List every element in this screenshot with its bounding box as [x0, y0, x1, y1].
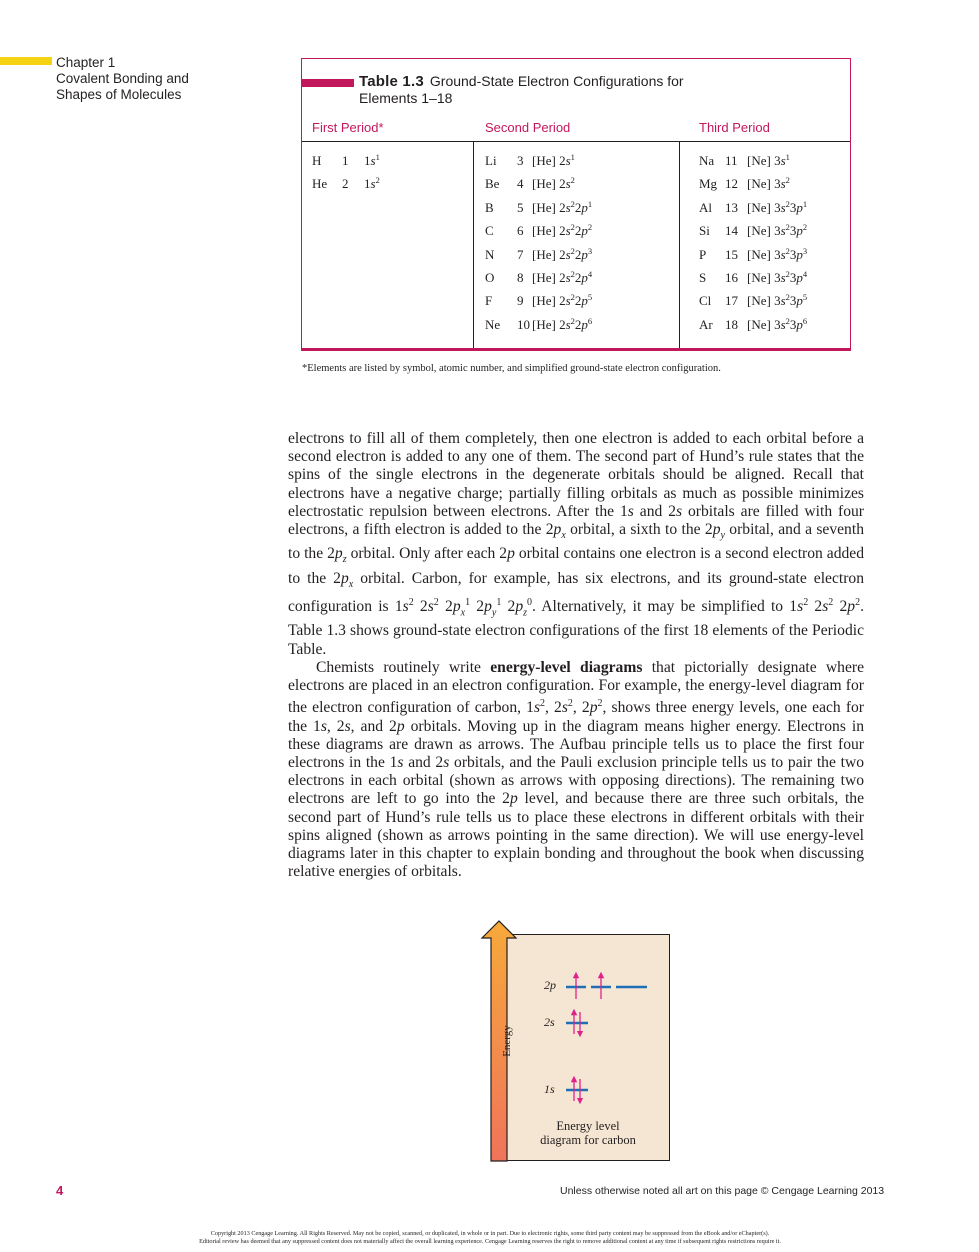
table-row — [699, 149, 849, 172]
page-number: 4 — [56, 1183, 64, 1198]
chapter-marker-bar — [0, 57, 52, 65]
level-label-2s: 2s — [544, 1015, 555, 1029]
column-header-third-period: Third Period — [699, 120, 770, 135]
electron-configuration: [He] $2s^22p^6$ — [532, 315, 593, 332]
element-symbol: He — [312, 176, 328, 192]
table-row — [699, 289, 849, 312]
orbital-2s — [566, 1012, 588, 1034]
table-title — [359, 73, 839, 107]
element-symbol: Mg — [699, 176, 718, 192]
element-symbol: Na — [699, 153, 715, 168]
level-label-1s: 1s — [544, 1082, 555, 1096]
electron-configuration: $1s^1$ — [364, 152, 380, 168]
electron-configuration: [He] $2s^22p^4$ — [532, 268, 593, 285]
atomic-number: 14 — [725, 223, 738, 239]
atomic-number: 8 — [517, 269, 524, 285]
column-header-second-period: Second Period — [485, 120, 571, 135]
electron-configuration: [Ne] $3s^23p^1$ — [747, 198, 808, 215]
table-row — [699, 196, 849, 219]
atomic-number: 6 — [517, 223, 524, 239]
column-header-first-period: First Period* — [312, 120, 384, 135]
electron-configuration: [Ne] $3s^23p^5$ — [747, 292, 808, 309]
atomic-number: 7 — [517, 246, 524, 262]
atomic-number: 18 — [725, 316, 738, 332]
table-title-line1: Ground-State Electron Configurations for — [429, 73, 684, 89]
paragraph-hunds-rule: electrons to fill all of them completely, then one electron is added to each orbital before a second electron is added to any one of them. The second part of Hund’s rule states that the spins of the single electrons in the degenerate orbitals should be aligned. Recall that electrons have a negative charge; partially filling orbitals as much as possible minimizes electrostatic repulsion between electrons. After the 1s and 2s orbitals are filled with four electrons, a fifth electron is added to the $2p_x$ orbital, a sixth to the $2p_y$ orbital, and a seventh to the $2p_z$ orbital. Only after each 2p orbital contains one electron is a second electron added to the $2p_x$ orbital. Carbon, for example, has six electrons, and its ground-state electron configuration is $1s^2$ $2s^2$ $2p_x^1$ $2p_y^1$ $2p_z^0$. Alternatively, it may be simplified to $1s^2$ $2s^2$ $2p^2$. Table 1.3 shows ground-state electron configurations of the first 18 elements of the Periodic Table. — [288, 430, 865, 658]
atomic-number: 17 — [725, 293, 738, 309]
atomic-number: 3 — [517, 153, 524, 168]
table-row — [312, 172, 462, 195]
table-marker-bar — [302, 79, 354, 87]
atomic-number: 16 — [725, 269, 738, 285]
atomic-number: 13 — [725, 199, 738, 215]
element-symbol: Si — [699, 223, 710, 239]
running-head-title-line1: Covalent Bonding and — [56, 71, 189, 86]
electron-configuration: [Ne] $3s^23p^4$ — [747, 268, 808, 285]
atomic-number: 15 — [725, 246, 738, 262]
table-footnote: *Elements are listed by symbol, atomic number, and simplified ground-state electron configuration. — [302, 363, 721, 374]
atomic-number: 9 — [517, 293, 524, 309]
element-symbol: P — [699, 246, 707, 262]
second-period-column — [485, 149, 665, 336]
element-symbol: Be — [485, 176, 500, 192]
table-row — [699, 172, 849, 195]
table-number: Table 1.3 — [359, 73, 424, 90]
header-rule — [302, 141, 850, 142]
column-divider — [473, 142, 474, 348]
atomic-number: 10 — [517, 316, 530, 332]
element-symbol: N — [485, 246, 495, 262]
copyright-notice — [40, 1230, 940, 1246]
element-symbol: S — [699, 269, 707, 285]
diagram-caption-line2: diagram for carbon — [540, 1133, 636, 1147]
diagram-caption-line1: Energy level — [556, 1119, 620, 1133]
third-period-column — [699, 149, 849, 336]
element-symbol: Ne — [485, 316, 501, 332]
electron-configuration: [He] $2s^2$ — [532, 175, 575, 192]
running-head-title-line2: Shapes of Molecules — [56, 87, 182, 102]
table-row — [485, 172, 665, 195]
atomic-number: 2 — [342, 176, 349, 192]
electron-configuration: [Ne] $3s^2$ — [747, 175, 790, 192]
electron-configuration: $1s^2$ — [364, 175, 380, 192]
table-row — [485, 266, 665, 289]
energy-level-diagram — [480, 920, 676, 1162]
art-credit: Unless otherwise noted all art on this page © Cengage Learning 2013 — [560, 1185, 885, 1197]
table-row — [485, 289, 665, 312]
atomic-number: 1 — [342, 153, 349, 168]
running-head — [56, 55, 256, 103]
electron-configuration: [Ne] $3s^23p^3$ — [747, 245, 808, 262]
table-row — [699, 243, 849, 266]
electron-configuration: [He] $2s^22p^1$ — [532, 198, 593, 215]
atomic-number: 12 — [725, 176, 738, 192]
level-label-2p: 2p — [544, 978, 556, 992]
table-row — [699, 219, 849, 242]
element-symbol: H — [312, 153, 322, 168]
element-symbol: Al — [699, 199, 712, 215]
column-divider — [679, 142, 680, 348]
atomic-number: 4 — [517, 176, 524, 192]
copyright-line1: Copyright 2013 Cengage Learning. All Rights Reserved. May not be copied, scanned, or duplicated, in whole or in part. Due to electronic rights, some third party content may be suppressed from the eBook and/or eChapter(s). — [210, 1230, 770, 1237]
element-symbol: Cl — [699, 293, 712, 309]
element-symbol: Li — [485, 153, 497, 168]
atomic-number: 5 — [517, 199, 524, 215]
element-symbol: Ar — [699, 316, 713, 332]
table-row — [699, 266, 849, 289]
table-row — [485, 313, 665, 336]
orbital-1s — [566, 1079, 588, 1101]
electron-configuration: [He] $2s^22p^3$ — [532, 245, 593, 262]
first-period-column — [312, 149, 462, 196]
electron-configuration: [Ne] $3s^23p^6$ — [747, 315, 808, 332]
paragraph2-rest: that pictorially designate where electrons are placed in an electron configuration. For example, the energy-level diagram for the electron configuration of carbon, $1s^2$, $2s^2$, $2p^2$, shows three energy levels, one each for the 1s, 2s, and 2p orbitals. Moving up in the diagram means higher energy. Electrons in these diagrams are drawn as arrows. The Aufbau principle tells us to place the first four electrons in the 1s and 2s orbitals, and the Pauli exclusion principle tells us to pair the two electrons in each orbital (shown as arrows with opposing directions). The remaining two electrons are left to go into the 2p level, and because there are three such orbitals, the second part of Hund’s rule tells us to place these electrons in different orbitals with their spins aligned (shown as arrows pointing in the same direction). We will use energy-level diagrams later in this chapter to explain bonding and throughout the book when discussing relative energies of orbitals. — [288, 658, 865, 881]
electron-configuration: [Ne] $3s^1$ — [747, 152, 790, 168]
table-row — [485, 149, 665, 172]
energy-axis-label: Energy — [501, 1025, 513, 1057]
paragraph2-lead: Chemists routinely write — [316, 658, 491, 676]
electron-configuration: [He] $2s^22p^5$ — [532, 292, 593, 309]
electron-configuration: [He] $2s^1$ — [532, 152, 575, 168]
element-symbol: F — [485, 293, 493, 309]
electron-configuration: [He] $2s^22p^2$ — [532, 222, 593, 239]
table-1-3 — [301, 58, 851, 351]
atomic-number: 11 — [725, 153, 738, 168]
key-term-energy-level-diagrams: energy-level diagrams — [490, 658, 643, 676]
orbital-2p — [566, 975, 647, 999]
electron-configuration: [Ne] $3s^23p^2$ — [747, 222, 808, 239]
element-symbol: B — [485, 199, 494, 215]
table-row — [699, 313, 849, 336]
table-row — [485, 243, 665, 266]
table-row — [312, 149, 462, 172]
body-text — [288, 430, 864, 881]
table-row — [485, 219, 665, 242]
table-row — [485, 196, 665, 219]
copyright-line2: Editorial review has deemed that any suppressed content does not materially affect the overall learning experience. Cengage Learning reserves the right to remove additional content at any time if subsequent rights restrictions require it. — [199, 1238, 781, 1245]
table-title-line2: Elements 1–18 — [359, 90, 453, 106]
element-symbol: C — [485, 223, 494, 239]
paragraph-energy-level-diagrams — [288, 659, 864, 882]
running-head-chapter: Chapter 1 — [56, 55, 116, 70]
element-symbol: O — [485, 269, 495, 285]
diagram-caption — [506, 1119, 670, 1147]
